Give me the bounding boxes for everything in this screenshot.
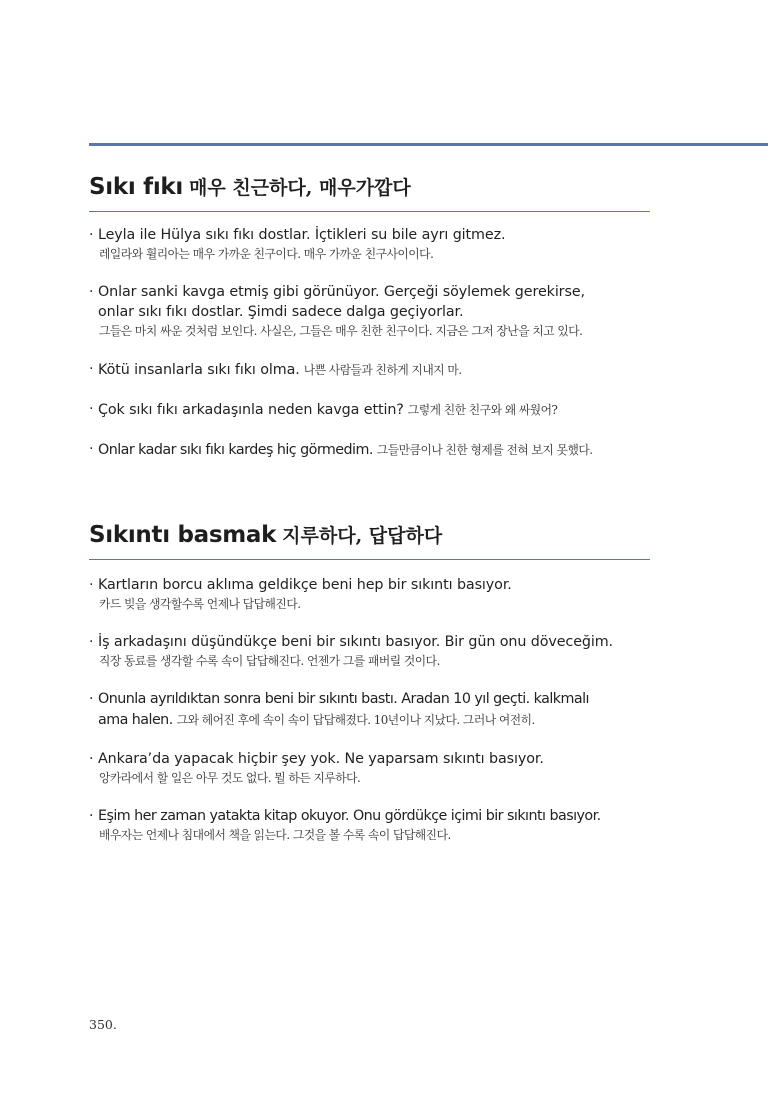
heading-divider: [89, 559, 650, 560]
korean-translation: 카드 빚을 생각할수록 언제나 답답해진다.: [99, 597, 301, 611]
turkish-sentence: İş arkadaşını düşündükçe beni bir sıkıntı basıyor. Bir gün onu döveceğim.: [98, 634, 614, 650]
idiom-section-sikinti-basmak: [89, 518, 650, 863]
bullet: ·: [89, 441, 94, 457]
top-divider: [89, 143, 768, 146]
bullet: ·: [89, 577, 94, 593]
korean-translation: 그와 헤어진 후에 속이 속이 답답해졌다. 10년이나 지났다. 그러나 여전히.: [176, 713, 535, 727]
turkish-sentence: onlar sıkı fıkı dostlar. Şimdi sadece dalga geçiyorlar.: [98, 304, 464, 320]
korean-translation: 레일라와 휠리아는 매우 가까운 친구이다. 매우 가까운 친구사이이다.: [99, 247, 434, 261]
idiom-term: Sıkıntı basmak: [89, 522, 277, 548]
example-item: [89, 282, 650, 340]
bullet: ·: [89, 284, 94, 300]
example-item: [89, 632, 650, 670]
example-item: [89, 575, 650, 613]
turkish-sentence: Ankara’da yapacak hiçbir şey yok. Ne yaparsam sıkıntı basıyor.: [98, 751, 544, 767]
idiom-term: Sıkı fıkı: [89, 174, 184, 200]
turkish-sentence: Çok sıkı fıkı arkadaşınla neden kavga ettin?: [98, 402, 404, 418]
bullet: ·: [89, 401, 94, 417]
korean-translation: 그들은 마치 싸운 것처럼 보인다. 사실은, 그들은 매우 친한 친구이다. 지금은 그저 장난을 치고 있다.: [99, 324, 583, 338]
turkish-sentence: Eşim her zaman yatakta kitap okuyor. Onu gördükçe içimi bir sıkıntı basıyor.: [98, 808, 601, 824]
turkish-sentence: Leyla ile Hülya sıkı fıkı dostlar. İçtikleri su bile ayrı gitmez.: [98, 227, 506, 243]
example-item: [89, 225, 650, 263]
idiom-meaning: 매우 친근하다, 매우가깝다: [189, 177, 411, 199]
example-item: [89, 439, 650, 460]
turkish-sentence: Kartların borcu aklıma geldikçe beni hep bir sıkıntı basıyor.: [98, 577, 512, 593]
page-number: 350.: [89, 1017, 117, 1032]
bullet: ·: [89, 751, 94, 767]
korean-translation: 직장 동료를 생각할 수록 속이 답답해진다. 언젠가 그를 패버릴 것이다.: [99, 654, 440, 668]
example-item: [89, 749, 650, 787]
idiom-meaning: 지루하다, 답답하다: [282, 525, 443, 547]
example-item: [89, 399, 650, 420]
example-list: [89, 225, 650, 460]
korean-translation: 배우자는 언제나 침대에서 책을 읽는다. 그것을 볼 수록 속이 답답해진다.: [99, 828, 451, 842]
korean-translation: 앙카라에서 할 일은 아무 것도 없다. 뭘 하든 지루하다.: [99, 771, 361, 785]
idiom-heading: [89, 170, 650, 202]
bullet: ·: [89, 634, 94, 650]
idiom-heading: [89, 518, 650, 550]
example-item: [89, 359, 650, 380]
bullet: ·: [89, 227, 94, 243]
example-list: [89, 575, 650, 844]
turkish-sentence: Onlar kadar sıkı fıkı kardeş hiç görmedim.: [98, 442, 373, 458]
turkish-sentence: Onlar sanki kavga etmiş gibi görünüyor. Gerçeği söylemek gerekirse,: [98, 284, 585, 300]
bullet: ·: [89, 808, 94, 824]
korean-translation: 그들만큼이나 친한 형제를 전혀 보지 못했다.: [376, 443, 593, 457]
turkish-sentence: Onunla ayrıldıktan sonra beni bir sıkıntı bastı. Aradan 10 yıl geçti. kalkmalı: [98, 691, 589, 707]
example-item: [89, 806, 650, 844]
example-item: [89, 689, 650, 730]
korean-translation: 나쁜 사람들과 친하게 지내지 마.: [303, 363, 462, 377]
bullet: ·: [89, 361, 94, 377]
idiom-section-siki-fiki: [89, 170, 650, 479]
korean-translation: 그렇게 친한 친구와 왜 싸웠어?: [407, 403, 558, 417]
heading-divider: [89, 211, 650, 212]
turkish-sentence: ama halen.: [98, 712, 173, 728]
bullet: ·: [89, 691, 94, 707]
turkish-sentence: Kötü insanlarla sıkı fıkı olma.: [98, 362, 300, 378]
